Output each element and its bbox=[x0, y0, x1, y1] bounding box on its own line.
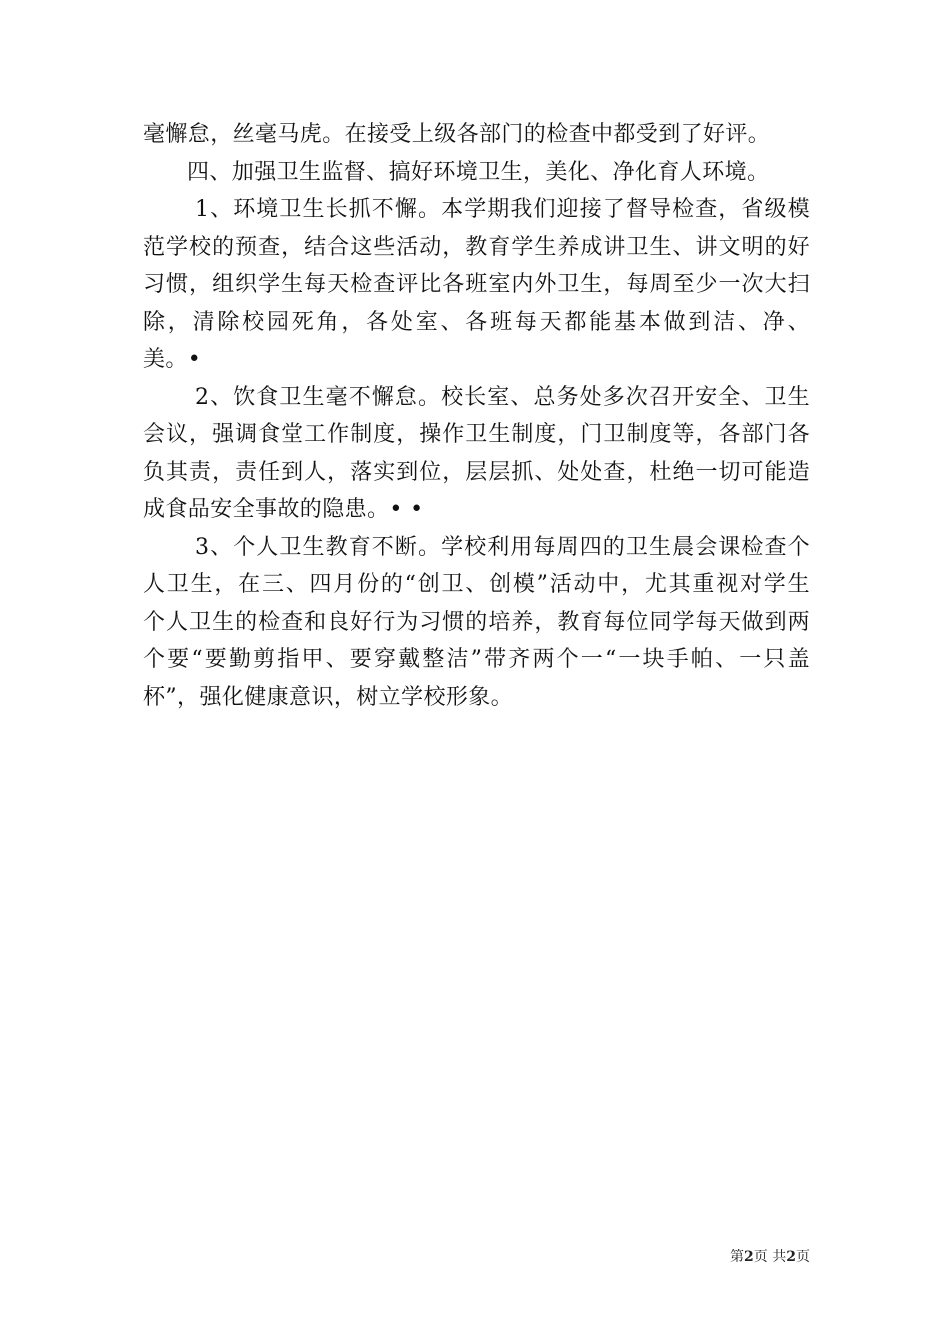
paragraph-line: 成食品安全事故的隐患。• • bbox=[143, 497, 424, 522]
paragraph-line: 负其责，责任到人，落实到位，层层抓、处处查，杜绝一切可能造 bbox=[143, 459, 810, 485]
footer-total-pages: 2 bbox=[786, 1249, 796, 1265]
page-footer bbox=[700, 1248, 810, 1266]
paragraph-line: 会议，强调食堂工作制度，操作卫生制度，门卫制度等，各部门各 bbox=[143, 422, 810, 447]
paragraph-line: 个要“要勤剪指甲、要穿戴整洁”带齐两个一“一块手帕、一只盖 bbox=[143, 647, 810, 672]
paragraph-line: 人卫生，在三、四月份的“创卫、创模”活动中，尤其重视对学生 bbox=[143, 572, 810, 597]
footer-suffix: 页 bbox=[796, 1249, 810, 1265]
footer-middle: 页 共 bbox=[753, 1249, 787, 1265]
paragraph-line: 美。• bbox=[143, 347, 202, 372]
paragraph-line: 1、环境卫生长抓不懈。本学期我们迎接了督导检查，省级模 bbox=[195, 197, 810, 222]
paragraph-line: 毫懈怠，丝毫马虎。在接受上级各部门的检查中都受到了好评。 bbox=[143, 122, 771, 147]
paragraph-line: 习惯，组织学生每天检查评比各班室内外卫生，每周至少一次大扫 bbox=[143, 272, 810, 297]
paragraph-line: 个人卫生的检查和良好行为习惯的培养，教育每位同学每天做到两 bbox=[143, 609, 810, 635]
footer-page-number: 2 bbox=[744, 1249, 754, 1265]
paragraph-line: 3、个人卫生教育不断。学校利用每周四的卫生晨会课检查个 bbox=[195, 534, 810, 560]
footer-prefix: 第 bbox=[730, 1249, 745, 1265]
paragraph-line: 范学校的预查，结合这些活动，教育学生养成讲卫生、讲文明的好 bbox=[143, 234, 810, 260]
document-body bbox=[143, 116, 810, 716]
section-heading: 四、加强卫生监督、搞好环境卫生，美化、净化育人环境。 bbox=[187, 159, 770, 185]
paragraph-line: 2、饮食卫生毫不懈怠。校长室、总务处多次召开安全、卫生 bbox=[195, 384, 810, 410]
paragraph-line: 除，清除校园死角，各处室、各班每天都能基本做到洁、净、 bbox=[143, 309, 810, 335]
paragraph-line: 杯”，强化健康意识，树立学校形象。 bbox=[143, 684, 514, 710]
